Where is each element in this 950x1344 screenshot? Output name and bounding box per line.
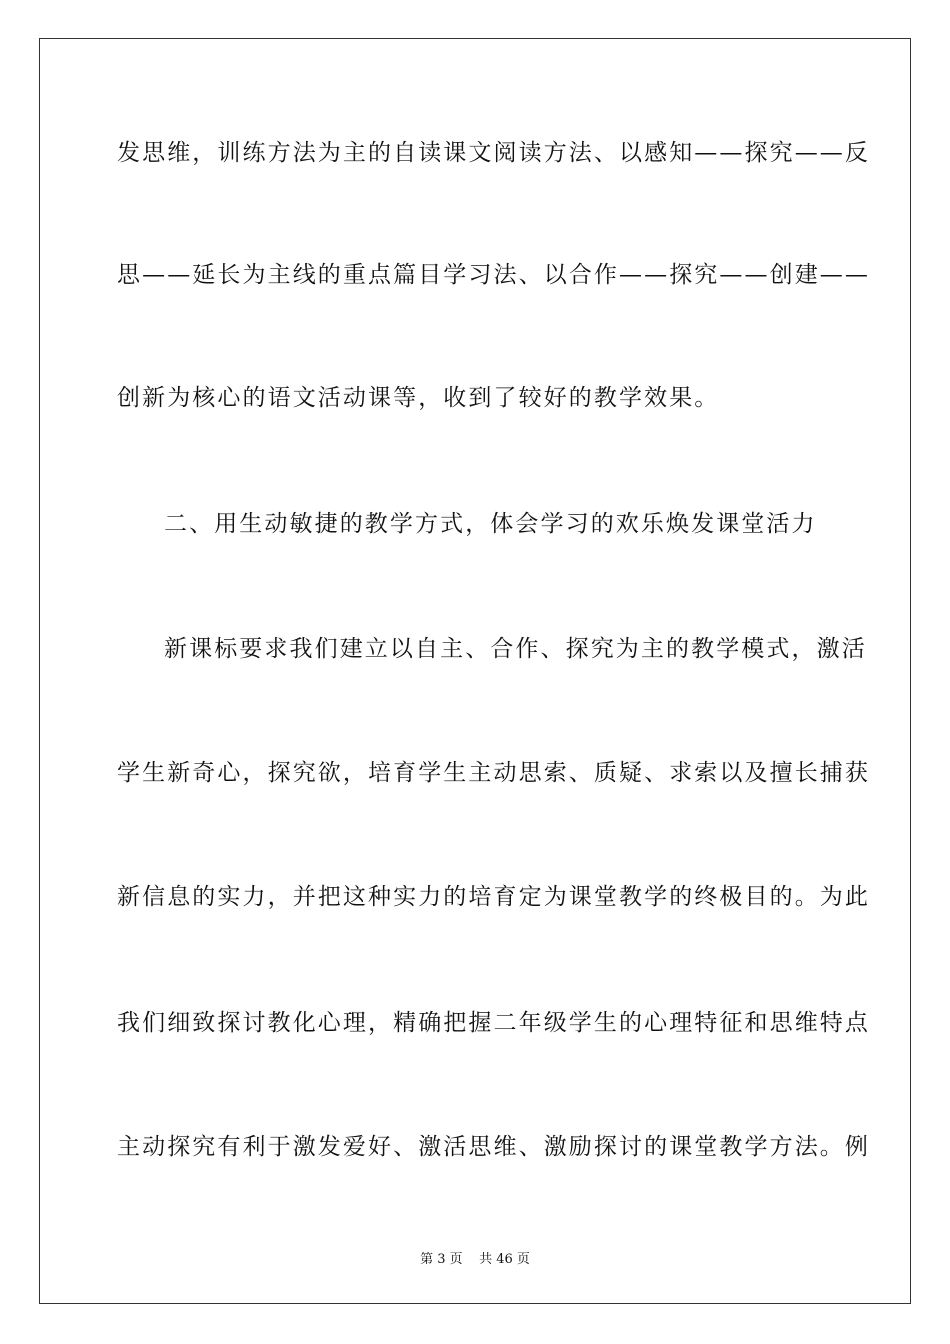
body-text-line: 新课标要求我们建立以自主、合作、探究为主的教学模式，激活 [164, 636, 867, 662]
page-number: 第 3 页 共 46 页 [420, 1252, 530, 1267]
body-text-line: 学生新奇心，探究欲，培育学生主动思索、质疑、求索以及擅长捕获 [117, 760, 870, 786]
body-text-line: 发思维，训练方法为主的自读课文阅读方法、以感知——探究——反 [117, 140, 870, 166]
section-heading: 二、用生动敏捷的教学方式，体会学习的欢乐焕发课堂活力 [164, 511, 817, 537]
page-border [39, 38, 911, 1304]
body-text-line: 新信息的实力，并把这种实力的培育定为课堂教学的终极目的。为此 [117, 884, 870, 910]
body-text-line: 创新为核心的语文活动课等，收到了较好的教学效果。 [117, 385, 720, 411]
body-text-line: 主动探究有利于激发爱好、激活思维、激励探讨的课堂教学方法。例 [117, 1134, 870, 1160]
body-text-line: 思——延长为主线的重点篇目学习法、以合作——探究——创建—— [117, 262, 870, 288]
body-text-line: 我们细致探讨教化心理，精确把握二年级学生的心理特征和思维特点 [117, 1010, 870, 1036]
